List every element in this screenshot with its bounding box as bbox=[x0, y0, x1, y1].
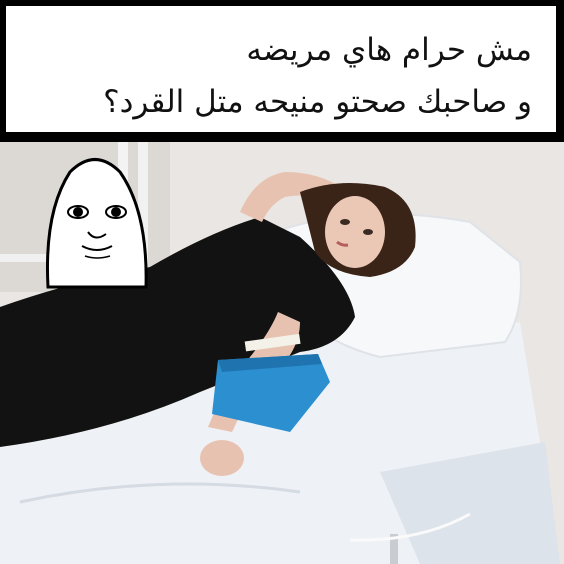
photo-area bbox=[0, 142, 564, 564]
caption-line-2: و صاحبك صحتو منيحه متل القرد؟ bbox=[103, 84, 532, 120]
eye bbox=[340, 219, 350, 225]
hand bbox=[200, 440, 244, 476]
caption-box bbox=[6, 6, 556, 132]
face bbox=[325, 196, 385, 268]
photo-illustration bbox=[0, 142, 564, 564]
caption-line-1: مش حرام هاي مريضه bbox=[246, 32, 532, 68]
eye bbox=[363, 229, 373, 235]
